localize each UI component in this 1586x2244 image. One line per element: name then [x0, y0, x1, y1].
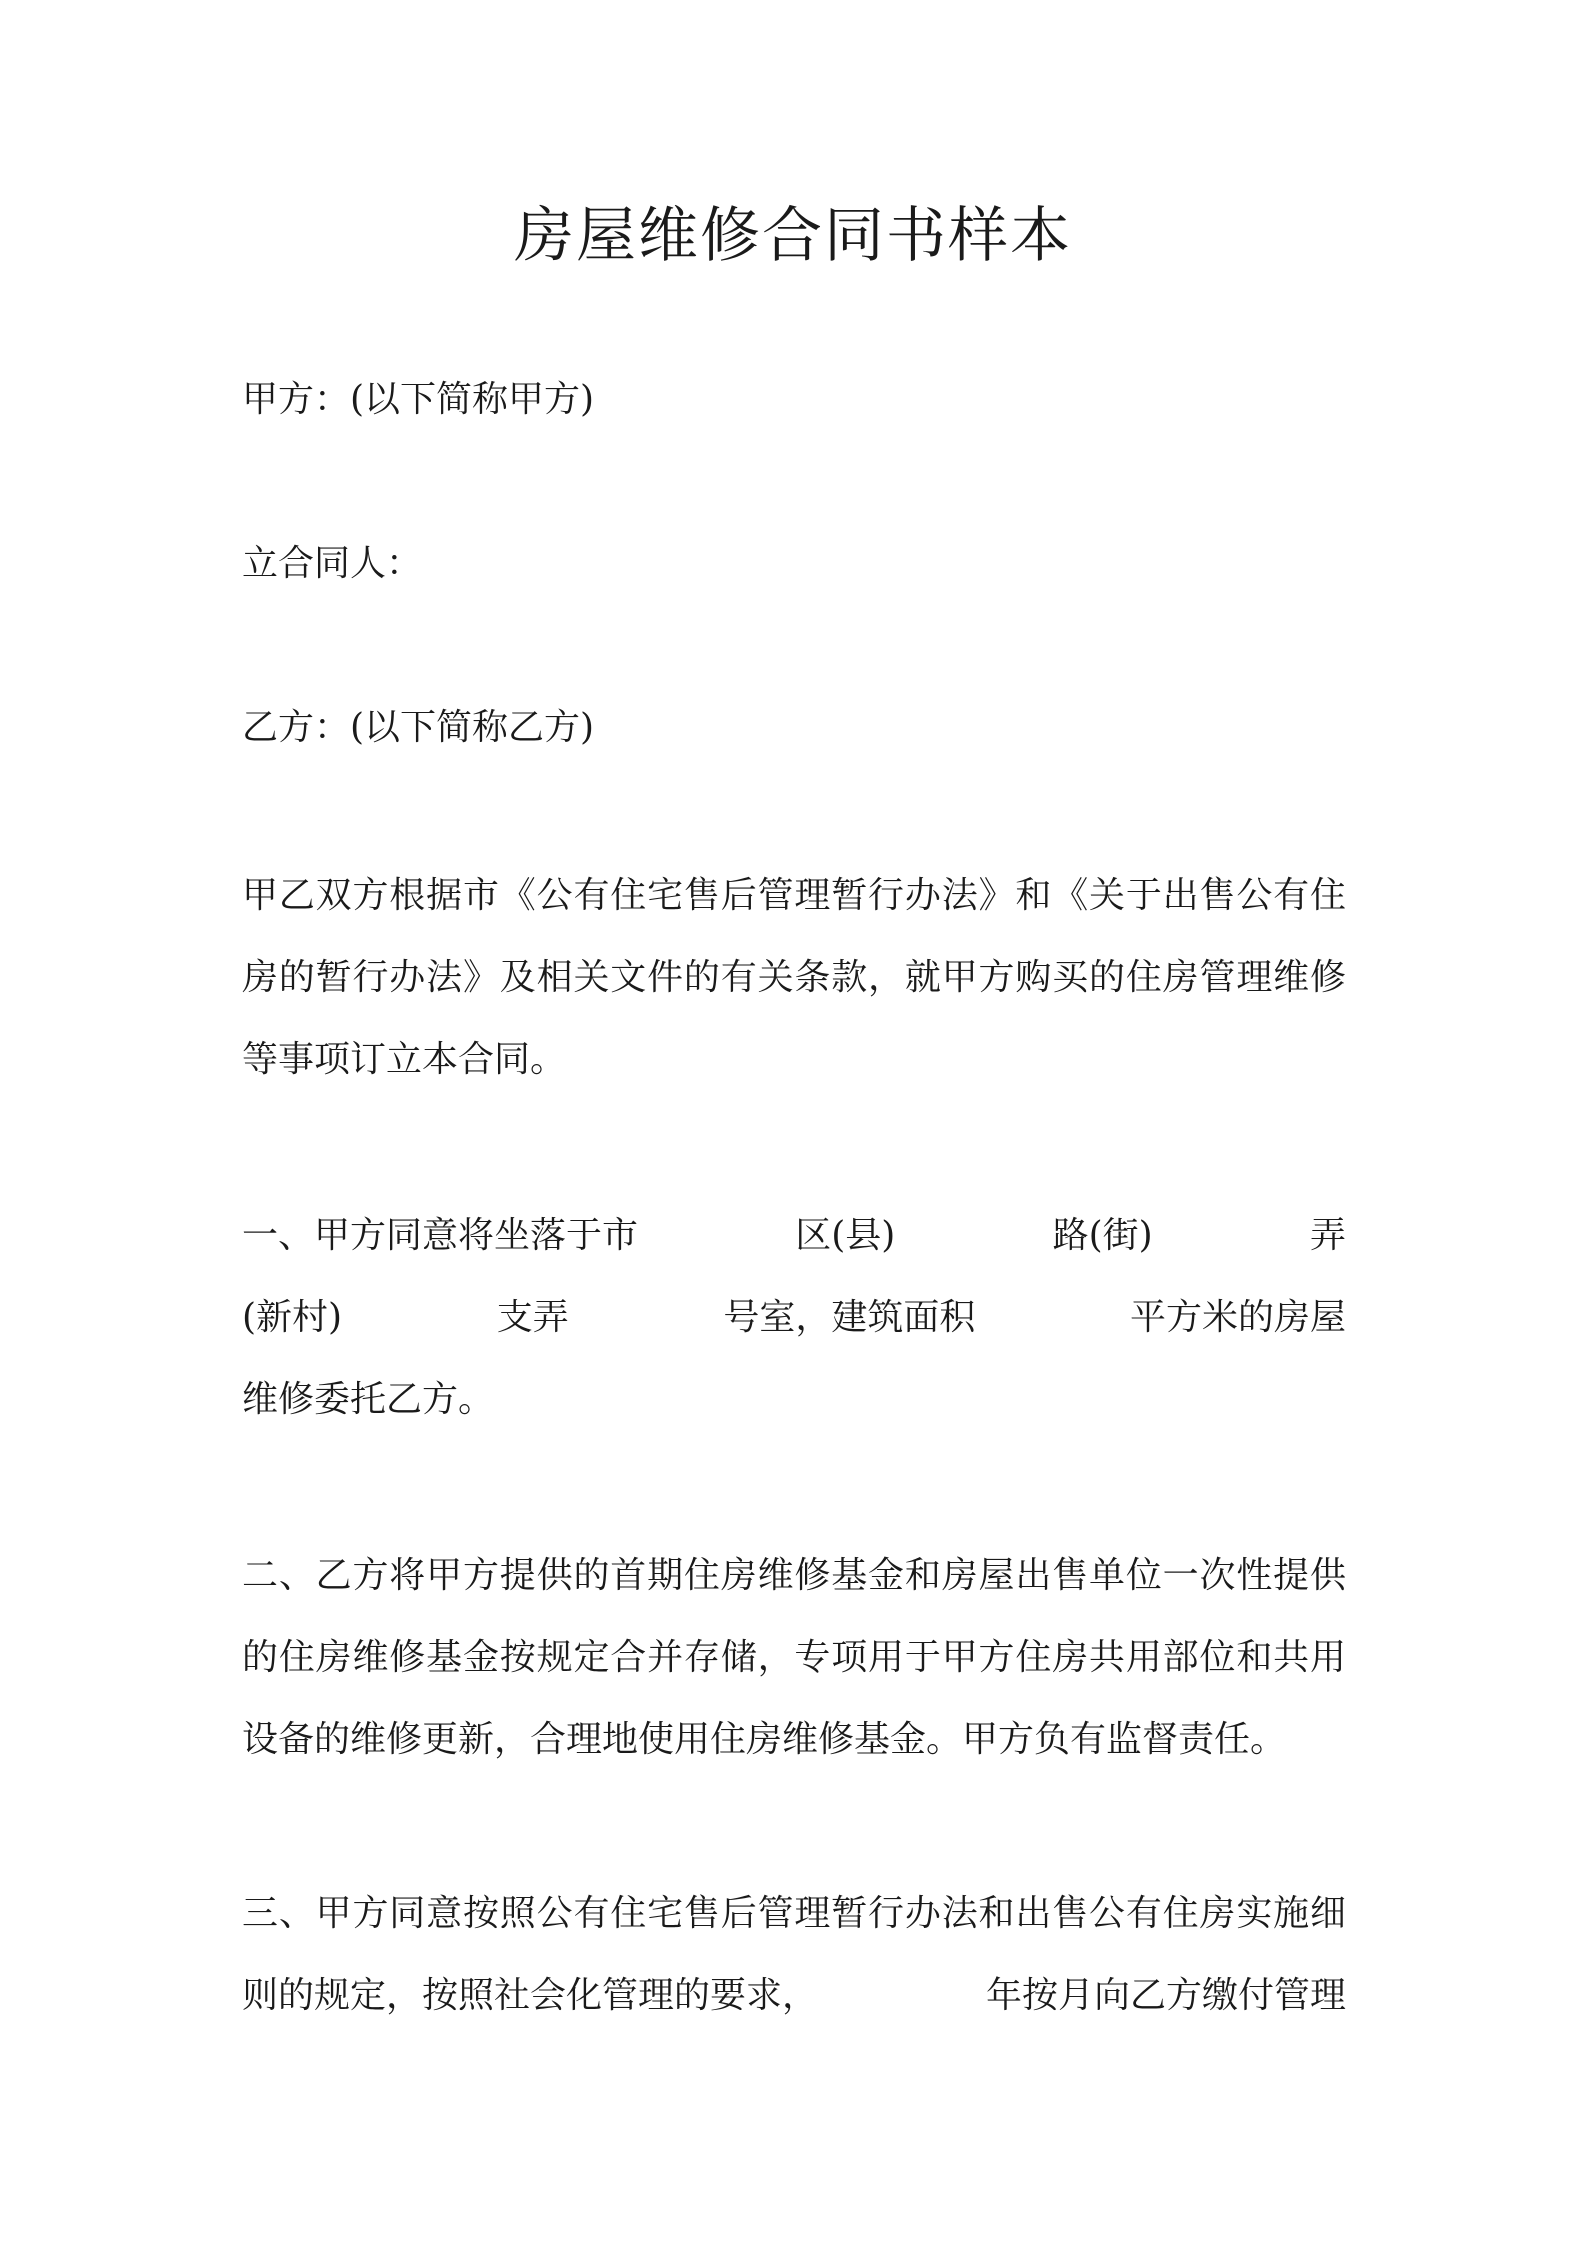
clause-2-line-2: [242, 1634, 1346, 1682]
clause-1-line-1: [242, 1212, 1346, 1260]
preamble-text: 甲乙双方根据市《公有住宅售后管理暂行办法》和《关于出售公有住: [242, 875, 1347, 916]
clause-1-segment: 路(街): [1052, 1215, 1153, 1256]
clause-3-line-2: [242, 1972, 1346, 2020]
preamble-text: 房的暂行办法》及相关文件的有关条款，就甲方购买的住房管理维修: [242, 957, 1347, 998]
preamble-line-1: [242, 872, 1346, 920]
clause-2-line-3: 设备的维修更新，合理地使用住房维修基金。甲方负有监督责任。: [242, 1719, 1287, 1760]
clause-3-line-1: [242, 1890, 1346, 1938]
party-a-line: 甲方：(以下简称甲方): [242, 379, 595, 420]
clause-3-segment: 年按月向乙方缴付管理: [985, 1975, 1346, 2016]
clause-1-segment: (新村): [242, 1297, 343, 1338]
clause-1-line-2: [242, 1294, 1346, 1342]
clause-1-segment: 支弄: [496, 1297, 569, 1338]
preamble-line-3: 等事项订立本合同。: [242, 1039, 567, 1080]
clause-1-segment: 区(县): [795, 1215, 896, 1256]
clause-2-text: 二、乙方将甲方提供的首期住房维修基金和房屋出售单位一次性提供: [242, 1555, 1347, 1596]
document-title: 房屋维修合同书样本: [514, 201, 1072, 271]
clause-1-segment: 平方米的房屋: [1129, 1297, 1346, 1338]
clause-2-text: 的住房维修基金按规定合并存储，专项用于甲方住房共用部位和共用: [242, 1637, 1347, 1678]
party-b-line: 乙方：(以下简称乙方): [242, 707, 595, 748]
clause-1-segment: 弄: [1309, 1215, 1346, 1256]
clause-1-segment: 一、甲方同意将坐落于市: [242, 1215, 639, 1256]
clause-2-line-1: [242, 1552, 1346, 1600]
clause-1-line-3: 维修委托乙方。: [242, 1379, 495, 1420]
clause-3-segment: 则的规定，按照社会化管理的要求，: [242, 1975, 819, 2016]
clause-3-text: 三、甲方同意按照公有住宅售后管理暂行办法和出售公有住房实施细: [242, 1893, 1347, 1934]
clause-1-segment: 号室，建筑面积: [723, 1297, 976, 1338]
preamble-line-2: [242, 954, 1346, 1002]
contract-signer-line: 立合同人：: [242, 543, 423, 584]
